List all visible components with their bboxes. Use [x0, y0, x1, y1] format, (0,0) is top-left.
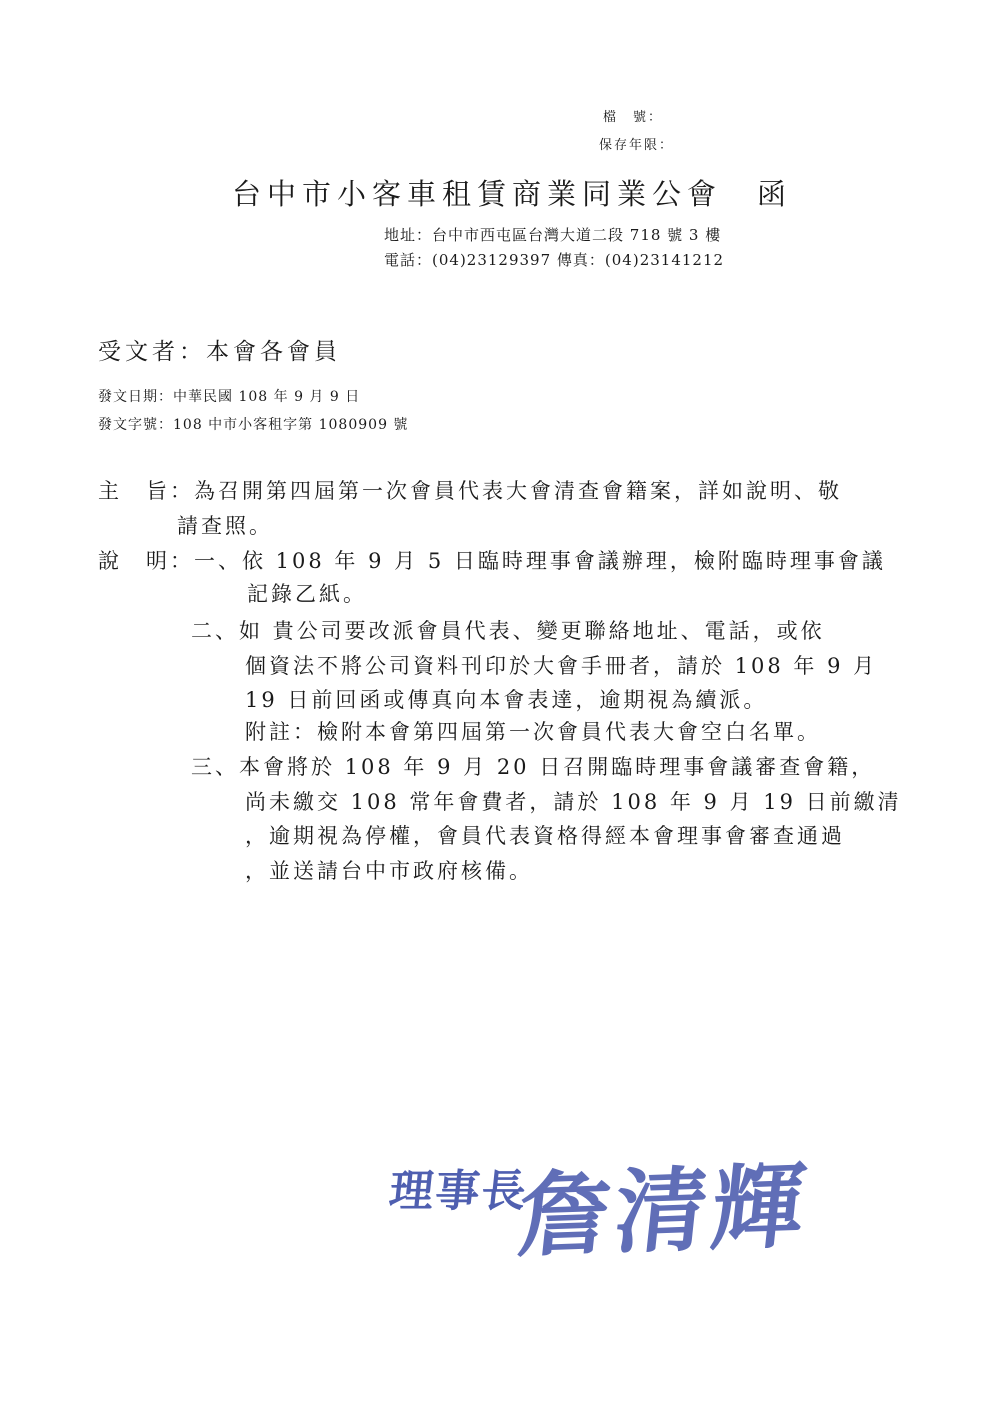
explanation-item2-note: 附註：檢附本會第四屆第一次會員代表大會空白名單。	[245, 720, 821, 744]
explanation-item3-line2: 尚未繳交 108 常年會費者，請於 108 年 9 月 19 日前繳清	[245, 790, 902, 814]
document-title: 台中市小客車租賃商業同業公會 函	[232, 177, 793, 211]
signature-name-stamp: 詹清輝	[512, 1153, 814, 1270]
explanation-item2-line3: 19 日前回函或傳真向本會表達，逾期視為續派。	[245, 688, 768, 712]
explanation-item1-line1: 說 明：一、依 108 年 9 月 5 日臨時理事會議辦理，檢附臨時理事會議	[98, 549, 886, 573]
signature-title-stamp: 理事長	[386, 1166, 531, 1217]
subject-line-2: 請查照。	[177, 514, 273, 538]
explanation-item1-line2: 記錄乙紙。	[247, 582, 367, 606]
recipient-line: 受文者：本會各會員	[98, 339, 341, 365]
explanation-item3-line3: ，逾期視為停權，會員代表資格得經本會理事會審查通過	[245, 824, 845, 848]
file-number-label: 檔 號：	[603, 110, 664, 125]
explanation-item3-line1: 三、本會將於 108 年 9 月 20 日召開臨時理事會議審查會籍，	[191, 755, 876, 779]
retention-period-label: 保存年限：	[599, 138, 675, 153]
address-line: 地址：台中市西屯區台灣大道二段 718 號 3 樓	[384, 226, 722, 244]
explanation-item3-line4: ，並送請台中市政府核備。	[245, 859, 533, 883]
phone-fax-line: 電話：(04)23129397 傳真：(04)23141212	[384, 251, 725, 269]
explanation-item2-line1: 二、如 貴公司要改派會員代表、變更聯絡地址、電話，或依	[191, 619, 825, 643]
explanation-item2-line2: 個資法不將公司資料刊印於大會手冊者，請於 108 年 9 月	[245, 654, 878, 678]
issue-number-line: 發文字號：108 中市小客租字第 1080909 號	[98, 417, 409, 433]
issue-date-line: 發文日期：中華民國 108 年 9 月 9 日	[98, 389, 361, 405]
subject-line-1: 主 旨：為召開第四屆第一次會員代表大會清查會籍案，詳如說明、敬	[98, 479, 842, 503]
